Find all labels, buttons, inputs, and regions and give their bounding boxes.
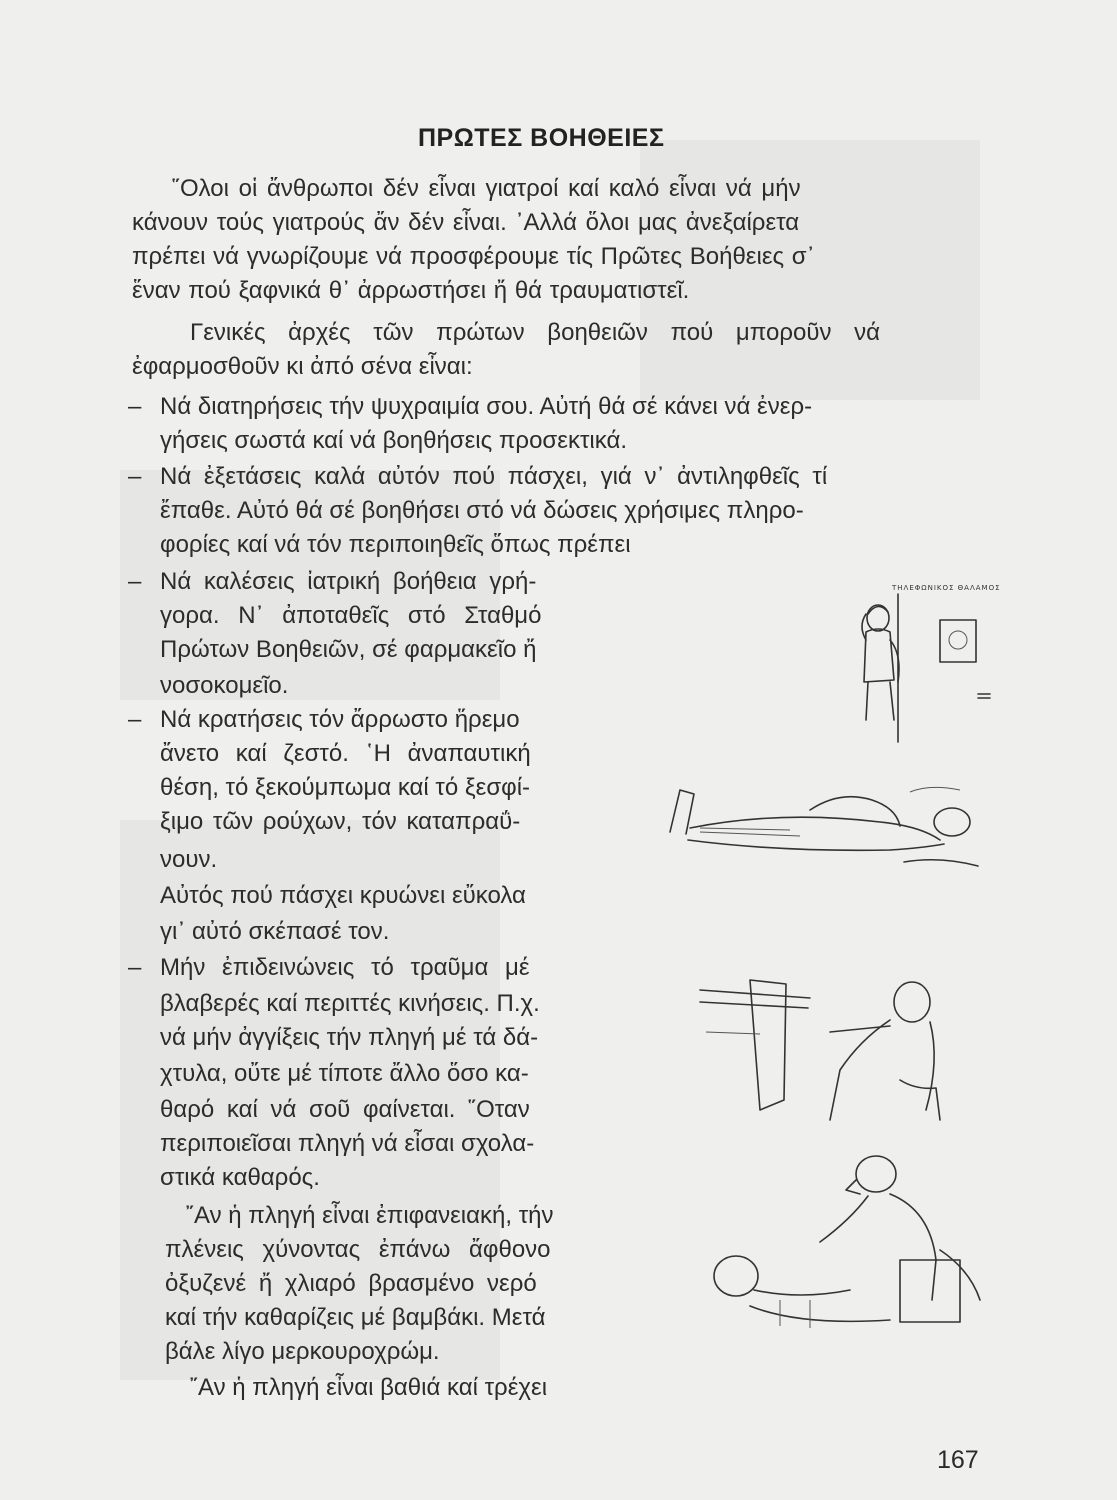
- text-line: πλένεις χύνοντας ἐπάνω ἄφθονο: [165, 1236, 551, 1263]
- list-dash: –: [128, 954, 142, 981]
- text-line: Νά διατηρήσεις τήν ψυχραιμία σου. Αὐτή θά σέ κάνει νά ἐνερ-: [160, 393, 813, 420]
- text-line: Γενικές ἀρχές τῶν πρώτων βοηθειῶν πού μποροῦν νά: [190, 319, 880, 346]
- text-line: καί τήν καθαρίζεις μέ βαμβάκι. Μετά: [165, 1304, 546, 1331]
- wound-care-illustration: [690, 960, 980, 1130]
- text-line: πρέπει νά γνωρίζουμε νά προσφέρουμε τίς Πρῶτες Βοήθειες σ᾿: [132, 243, 815, 270]
- text-line: θαρό καί νά σοῦ φαίνεται. ῞Οταν: [160, 1096, 530, 1123]
- phone-booth-illustration: [840, 570, 1000, 750]
- text-line: ἔπαθε. Αὐτό θά σέ βοηθήσει στό νά δώσεις χρήσιμες πληρο-: [160, 497, 804, 524]
- page-number: 167: [937, 1446, 979, 1474]
- text-line: στικά καθαρός.: [160, 1164, 320, 1191]
- page-title: ΠΡΩΤΕΣ ΒΟΗΘΕΙΕΣ: [418, 124, 665, 152]
- text-line: Νά ἐξετάσεις καλά αὐτόν πού πάσχει, γιά ν᾿ ἀντιληφθεῖς τί: [160, 463, 828, 490]
- text-line: βάλε λίγο μερκουροχρώμ.: [165, 1338, 440, 1365]
- text-line: νουν.: [160, 846, 218, 873]
- list-dash: –: [128, 568, 142, 595]
- text-line: ξιμο τῶν ρούχων, τόν καταπραΰ-: [160, 808, 521, 835]
- text-line: βλαβερές καί περιττές κινήσεις. Π.χ.: [160, 990, 540, 1017]
- list-dash: –: [128, 393, 142, 420]
- text-line: περιποιεῖσαι πληγή νά εἶσαι σχολα-: [160, 1130, 535, 1157]
- text-line: ῎Αν ἡ πληγή εἶναι βαθιά καί τρέχει: [190, 1374, 548, 1401]
- text-line: θέση, τό ξεκούμπωμα καί τό ξεσφί-: [160, 774, 531, 801]
- text-line: Μήν ἐπιδεινώνεις τό τραῦμα μέ: [160, 954, 530, 981]
- text-line: Πρώτων Βοηθειῶν, σέ φαρμακεῖο ἤ: [160, 636, 537, 663]
- text-line: Νά κρατήσεις τόν ἄρρωστο ἥρεμο: [160, 706, 520, 733]
- text-line: γι᾿ αὐτό σκέπασέ τον.: [160, 918, 390, 945]
- phone-booth-label: ΤΗΛΕΦΩΝΙΚΟΣ ΘΑΛΑΜΟΣ: [892, 584, 1001, 592]
- text-line: ὀξυζενέ ἤ χλιαρό βρασμένο νερό: [165, 1270, 537, 1297]
- text-line: γήσεις σωστά καί νά βοηθήσεις προσεκτικά.: [160, 427, 628, 454]
- text-line: νοσοκομεῖο.: [160, 672, 289, 699]
- text-line: Νά καλέσεις ἰατρική βοήθεια γρή-: [160, 568, 537, 595]
- text-line: κάνουν τούς γιατρούς ἄν δέν εἶναι. ᾿Αλλά ὅλοι μας ἀνεξαίρετα: [132, 209, 800, 236]
- text-line: ῞Ολοι οἱ ἄνθρωποι δέν εἶναι γιατροί καί καλό εἶναι νά μήν: [172, 175, 801, 202]
- text-line: ἕναν πού ξαφνικά θ᾿ ἀρρωστήσει ἤ θά τραυματιστεῖ.: [132, 277, 690, 304]
- lying-patient-illustration: [660, 770, 990, 880]
- text-line: ἐφαρμοσθοῦν κι ἀπό σένα εἶναι:: [132, 353, 473, 380]
- text-line: νά μήν ἀγγίξεις τήν πληγή μέ τά δά-: [160, 1024, 539, 1051]
- text-line: ῎Αν ἡ πληγή εἶναι ἐπιφανειακή, τήν: [186, 1202, 554, 1229]
- list-dash: –: [128, 463, 142, 490]
- text-line: γορα. Ν᾿ ἀποταθεῖς στό Σταθμό: [160, 602, 542, 629]
- list-dash: –: [128, 706, 142, 733]
- text-line: Αὐτός πού πάσχει κρυώνει εὔκολα: [160, 882, 526, 909]
- text-line: χτυλα, οὔτε μέ τίποτε ἄλλο ὅσο κα-: [160, 1060, 529, 1087]
- bandaging-illustration: [700, 1150, 990, 1370]
- text-line: φορίες καί νά τόν περιποιηθεῖς ὅπως πρέπει: [160, 531, 631, 558]
- text-line: ἄνετο καί ζεστό. ῾Η ἀναπαυτική: [160, 740, 531, 767]
